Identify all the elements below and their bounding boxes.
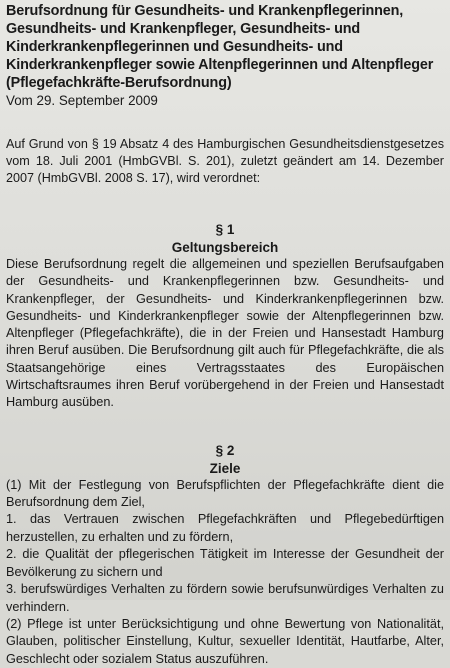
section-2-clause-1: (1) Mit der Festlegung von Berufspflichten der Pflegefachkräfte dient die Berufsordnung dem Ziel, [6, 477, 444, 510]
preamble: Auf Grund von § 19 Absatz 4 des Hamburgischen Gesundheitsdienstgesetzes vom 18. Juli 2001 (HmbGVBl. S. 201), zuletzt geändert am 14. Dezember 2007 (HmbGVBl. 2008 S. 17), wird verordnet: [6, 137, 444, 185]
section-2-list [6, 477, 444, 668]
section-1-text: Diese Berufsordnung regelt die allgemeinen und speziellen Berufsaufgaben der Gesundheits- und Krankenpflegerinnen bzw. Gesundheits- und Krankenpfleger, der Gesundheits- und Kinderkrankenpflegerinnen bzw. Gesundheits- und Kinderkrankenpfleger sowie der Altenpflegerinnen bzw. Altenpfleger (Pflegefachkräfte), die in der Freien und Hansestadt Hamburg ihren Beruf ausüben. Die Berufsordnung gilt auch für Pflegefachkräfte, die als Staatsangehörige eines Vertragsstaates des Europäischen Wirtschaftsraumes ihren Beruf vorübergehend in der Freien und Hansestadt Hamburg ausüben. [6, 257, 444, 410]
section-2-item-1: 1. das Vertrauen zwischen Pflegefachkräften und Pflegebedürftigen herzustellen, zu erhalten und zu fördern, [6, 512, 444, 544]
document-date: Vom 29. September 2009 [6, 93, 158, 108]
section-2-item-3: 3. berufswürdiges Verhalten zu fördern sowie berufsunwürdiges Verhalten zu verhindern. [6, 582, 444, 614]
section-2-heading: Ziele [209, 460, 241, 476]
section-1-heading: Geltungsbereich [171, 240, 279, 255]
document-title: Berufsordnung für Gesundheits- und Krankenpflegerinnen, Gesundheits- und Krankenpfleger, Gesundheits- und Kinderkrankenpflegerinnen und Gesundheits- und Kinderkrankenpfleger sowie Altenpflegerinnen und Altenpfleger (Pflegefachkräfte-Berufsordnung) [6, 3, 434, 91]
section-2-item-2: 2. die Qualität der pflegerischen Tätigkeit im Interesse der Gesundheit der Bevölkerung zu sichern und [6, 547, 444, 579]
section-1-number: § 1 [215, 222, 235, 237]
document-body [6, 2, 444, 668]
section-2-clause-2: (2) Pflege ist unter Berücksichtigung und ohne Bewertung von Nationalität, Glauben, politischer Einstellung, Kultur, sexueller Identität, Hautfarbe, Alter, Geschlecht oder sozialem Status auszuführen. [6, 616, 444, 666]
section-2-number: § 2 [215, 442, 235, 458]
